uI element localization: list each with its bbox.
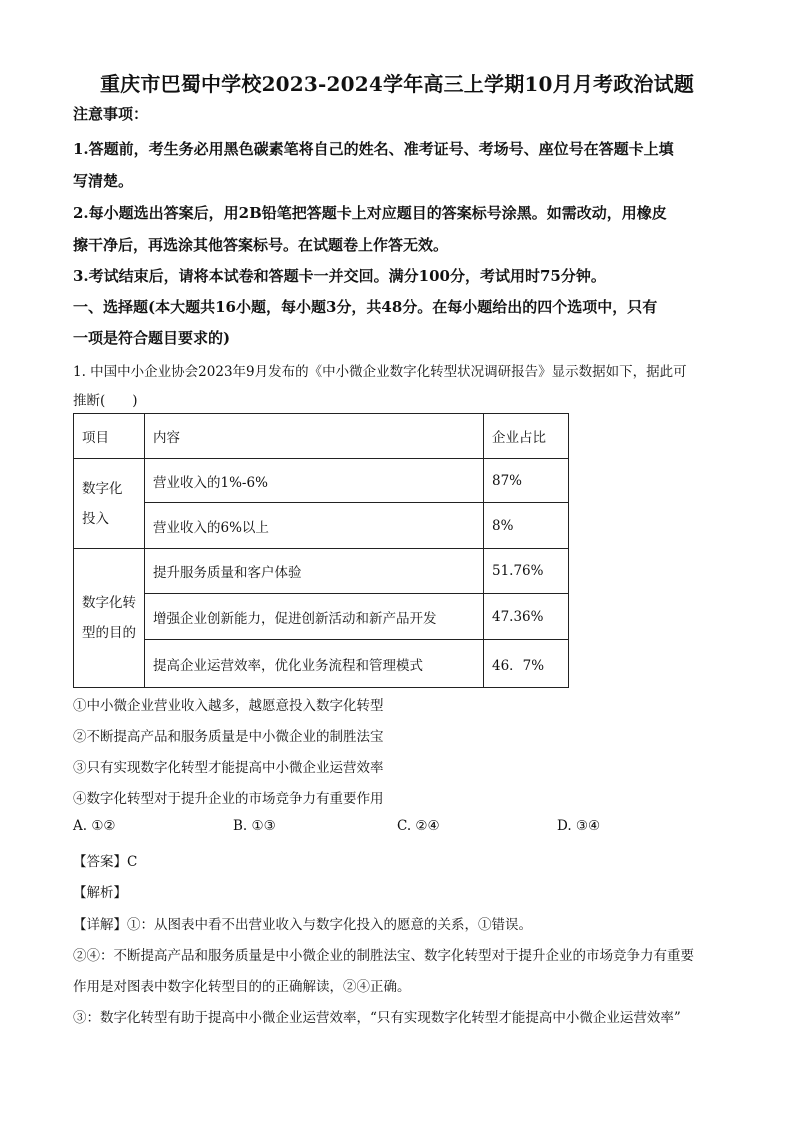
table-row (74, 459, 569, 503)
detail-line-3: 作用是对图表中数字化转型目的的正确解读，②④正确。 (73, 979, 411, 995)
statement-3: ③只有实现数字化转型才能提高中小微企业运营效率 (73, 760, 384, 776)
page-title: 重庆市巴蜀中学校2023-2024学年高三上学期10月月考政治试题 (99, 72, 695, 96)
row-share: 47.36% (484, 594, 569, 640)
table-row (74, 503, 569, 549)
table-row (74, 640, 569, 688)
table-row (74, 549, 569, 594)
notice-item-1-line-2: 写清楚。 (73, 172, 134, 190)
row-share: 51.76% (484, 549, 569, 594)
row-content: 营业收入的1%-6% (145, 459, 484, 503)
header-item: 项目 (74, 414, 145, 459)
group-label-text: 数字化投入 (82, 480, 123, 527)
header-share: 企业占比 (484, 414, 569, 459)
notice-item-2-line-2: 擦干净后，再选涂其他答案标号。在试题卷上作答无效。 (73, 236, 449, 254)
section-heading-line-2: 一项是符合题目要求的) (73, 329, 231, 347)
notice-item-1-line-1: 1.答题前，考生务必用黑色碳素笔将自己的姓名、准考证号、考场号、座位号在答题卡上填 (73, 140, 674, 158)
row-share: 8% (484, 503, 569, 549)
answer-line: 【答案】C (73, 854, 138, 870)
option-c: C. ②④ (397, 818, 440, 834)
notice-heading: 注意事项： (73, 105, 149, 123)
detail-line-4: ③：数字化转型有助于提高中小微企业运营效率，“只有实现数字化转型才能提高中小微企业运营效率” (73, 1010, 681, 1026)
option-b: B. ①③ (233, 818, 276, 834)
detail-line-2: ②④：不断提高产品和服务质量是中小微企业的制胜法宝、数字化转型对于提升企业的市场竞争力有重要 (73, 948, 694, 964)
notice-item-2-line-1: 2.每小题选出答案后，用2B铅笔把答题卡上对应题目的答案标号涂黑。如需改动，用橡皮 (73, 204, 667, 222)
question-stem-line-2: 推断( ) (73, 393, 138, 409)
statement-4: ④数字化转型对于提升企业的市场竞争力有重要作用 (73, 791, 384, 807)
statement-1: ①中小微企业营业收入越多，越愿意投入数字化转型 (73, 698, 384, 714)
section-heading-line-1: 一、选择题(本大题共16小题，每小题3分，共48分。在每小题给出的四个选项中，只有 (73, 298, 658, 316)
analysis-heading: 【解析】 (73, 885, 127, 901)
row-content: 营业收入的6%以上 (145, 503, 484, 549)
detail-line-1: 【详解】①：从图表中看不出营业收入与数字化投入的愿意的关系，①错误。 (73, 917, 532, 933)
row-share: 87% (484, 459, 569, 503)
group-label-digital-input (74, 459, 145, 549)
group-label-text: 数字化转型的目的 (82, 595, 136, 641)
table-row (74, 594, 569, 640)
survey-data-table (73, 413, 569, 688)
header-content: 内容 (145, 414, 484, 459)
question-stem-line-1: 1. 中国中小企业协会2023年9月发布的《中小微企业数字化转型状况调研报告》显示数据如下，据此可 (73, 364, 687, 380)
option-a: A. ①② (73, 818, 116, 834)
row-share: 46．7% (484, 640, 569, 688)
group-label-transform-purpose (74, 549, 145, 688)
table-header-row (74, 414, 569, 459)
notice-item-3: 3.考试结束后，请将本试卷和答题卡一并交回。满分100分，考试用时75分钟。 (73, 267, 606, 285)
option-d: D. ③④ (557, 818, 601, 834)
row-content: 提升服务质量和客户体验 (145, 549, 484, 594)
row-content: 增强企业创新能力，促进创新活动和新产品开发 (145, 594, 484, 640)
statement-2: ②不断提高产品和服务质量是中小微企业的制胜法宝 (73, 729, 384, 745)
row-content: 提高企业运营效率，优化业务流程和管理模式 (145, 640, 484, 688)
